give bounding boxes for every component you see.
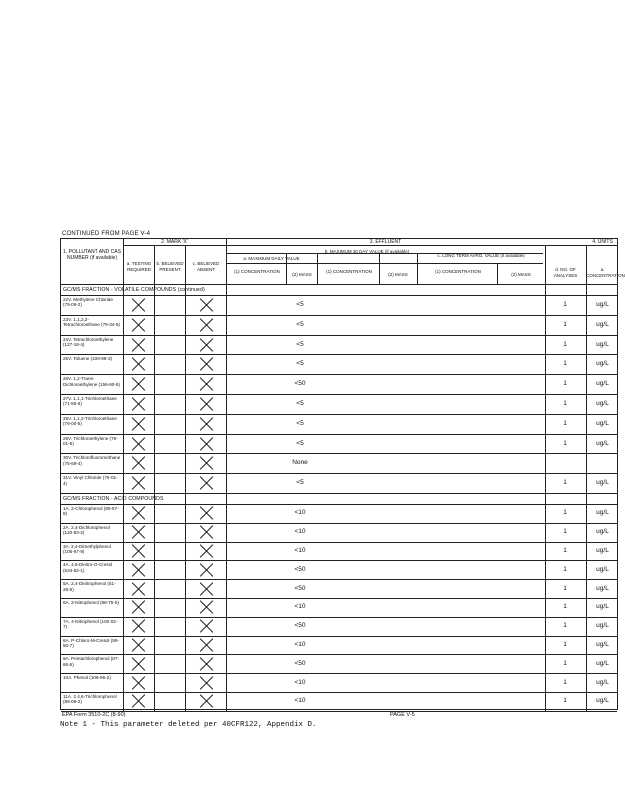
testing-required-x[interactable] bbox=[131, 619, 145, 633]
concentration-units: ug/L bbox=[596, 320, 609, 328]
number-of-analyses: 1 bbox=[563, 584, 567, 592]
believed-absent-x[interactable] bbox=[199, 437, 213, 451]
believed-absent-x[interactable] bbox=[199, 338, 213, 352]
row-rule bbox=[61, 617, 617, 618]
testing-required-x[interactable] bbox=[131, 318, 145, 332]
pollutant-name: 26V. 1,2-Trans-Dichloroethylene (156-60-5) bbox=[63, 376, 120, 387]
believed-absent-header: c. BELIEVED ABSENT bbox=[192, 261, 220, 272]
testing-required-x[interactable] bbox=[131, 476, 145, 490]
testing-required-x[interactable] bbox=[131, 397, 145, 411]
number-of-analyses: 1 bbox=[563, 300, 567, 308]
row-rule bbox=[61, 654, 617, 655]
testing-required-header: a. TESTING REQUIRED bbox=[126, 261, 152, 272]
concentration-units: ug/L bbox=[596, 509, 609, 517]
row-rule bbox=[61, 692, 617, 693]
testing-required-x[interactable] bbox=[131, 357, 145, 371]
row-rule bbox=[61, 598, 617, 599]
concentration-units: ug/L bbox=[596, 340, 609, 348]
max-daily-concentration: <5 bbox=[296, 300, 304, 308]
number-of-analyses: 1 bbox=[563, 320, 567, 328]
max-daily-concentration: <10 bbox=[294, 697, 306, 705]
max-daily-concentration: <5 bbox=[296, 360, 304, 368]
pollutant-name: 29V. Trichloroethylene (79-01-6) bbox=[63, 435, 118, 446]
concentration-units: ug/L bbox=[596, 439, 609, 447]
row-rule bbox=[61, 711, 617, 712]
believed-absent-x[interactable] bbox=[199, 657, 213, 671]
testing-required-x[interactable] bbox=[131, 563, 145, 577]
row-rule bbox=[61, 493, 617, 494]
units-header: 4. UNITS bbox=[592, 239, 613, 245]
col-divider bbox=[379, 253, 380, 284]
concentration-units: ug/L bbox=[596, 603, 609, 611]
max-daily-concentration: <50 bbox=[294, 622, 306, 630]
max-daily-concentration: <50 bbox=[294, 659, 306, 667]
pollutant-name: 22V. Methylene Chloride (75-09-2) bbox=[63, 297, 113, 308]
concentration-units: ug/L bbox=[596, 300, 609, 308]
mark-x-header: 2. MARK 'X' bbox=[161, 239, 188, 245]
footnote: Note 1 - This parameter deleted per 40CFR122, Appendix D. bbox=[60, 721, 317, 729]
pollutant-name: 4A. 4,6-Dinitro-O-Cresol (534-52-1) bbox=[63, 562, 113, 573]
concentration-units: ug/L bbox=[596, 641, 609, 648]
number-of-analyses: 1 bbox=[563, 697, 567, 705]
believed-absent-x[interactable] bbox=[199, 377, 213, 391]
concentration-units: ug/L bbox=[596, 479, 609, 487]
number-of-analyses: 1 bbox=[563, 479, 567, 487]
number-of-analyses: 1 bbox=[563, 439, 567, 447]
max-daily-concentration: <5 bbox=[296, 320, 304, 328]
row-rule bbox=[61, 434, 617, 435]
max-daily-concentration: <10 bbox=[294, 547, 306, 554]
testing-required-x[interactable] bbox=[131, 657, 145, 671]
testing-required-x[interactable] bbox=[131, 506, 145, 520]
pollutant-name: 11A. 2,4,6-Trichlorophenol (88-06-2) bbox=[63, 694, 117, 705]
max-daily-concentration: <10 bbox=[294, 603, 306, 611]
long-term-conc-header: (1) CONCENTRATION bbox=[435, 269, 481, 274]
believed-absent-x[interactable] bbox=[199, 357, 213, 371]
header-rule bbox=[123, 245, 617, 246]
pollutant-name: 5A. 2,4-Dinitrophenol (51-28-5) bbox=[63, 581, 116, 592]
max-daily-concentration: <10 bbox=[294, 528, 306, 536]
max-daily-header: a. MAXIMUM DAILY VALUE bbox=[243, 256, 300, 261]
believed-absent-x[interactable] bbox=[199, 476, 213, 490]
max-daily-concentration: <5 bbox=[296, 419, 304, 427]
max-30day-conc-header: (1) CONCENTRATION bbox=[326, 269, 372, 274]
page-number: PAGE V-5 bbox=[390, 712, 415, 718]
concentration-units: ug/L bbox=[596, 380, 609, 388]
number-of-analyses: 1 bbox=[563, 380, 567, 388]
pollutant-name: 8A. P-Chloro-M-Cresol (59-50-7) bbox=[63, 637, 119, 648]
pollutant-name: 3A. 2,4-Dimethylphenol (105-67-9) bbox=[63, 543, 111, 554]
pollutant-name: 31V. Vinyl Chloride (75-01-4) bbox=[63, 475, 118, 486]
believed-absent-x[interactable] bbox=[199, 525, 213, 539]
number-of-analyses: 1 bbox=[563, 419, 567, 427]
believed-absent-x[interactable] bbox=[199, 318, 213, 332]
max-daily-concentration: <50 bbox=[294, 380, 306, 388]
section-rule bbox=[61, 504, 617, 505]
testing-required-x[interactable] bbox=[131, 456, 145, 470]
row-rule bbox=[61, 354, 617, 355]
continued-label: CONTINUED FROM PAGE V-4 bbox=[62, 231, 151, 237]
number-of-analyses: 1 bbox=[563, 509, 567, 517]
testing-required-x[interactable] bbox=[131, 437, 145, 451]
row-rule bbox=[61, 473, 617, 474]
testing-required-x[interactable] bbox=[131, 298, 145, 312]
concentration-units: ug/L bbox=[596, 584, 609, 592]
row-rule bbox=[61, 374, 617, 375]
max-daily-mass-header: (2) MASS bbox=[292, 272, 312, 277]
pollutant-header: 1. POLLUTANT AND CAS NUMBER (if available) bbox=[63, 249, 121, 261]
concentration-units: ug/L bbox=[596, 678, 609, 686]
max-daily-concentration: <5 bbox=[296, 399, 304, 407]
max-daily-concentration: <5 bbox=[296, 479, 304, 487]
testing-required-x[interactable] bbox=[131, 377, 145, 391]
header-rule bbox=[226, 263, 543, 264]
believed-absent-x[interactable] bbox=[199, 563, 213, 577]
pollutant-name: 9A. Pentachlorophenol (87-86-5) bbox=[63, 656, 119, 667]
testing-required-x[interactable] bbox=[131, 544, 145, 558]
row-rule bbox=[61, 335, 617, 336]
concentration-units: ug/L bbox=[596, 419, 609, 427]
pollutant-name: 30V. Trichlorofluoromethane (75-69-4) bbox=[63, 455, 121, 466]
row-rule bbox=[61, 453, 617, 454]
max-daily-concentration: <10 bbox=[294, 641, 306, 648]
long-term-header: c. LONG TERM AVRG. VALUE (if available) bbox=[437, 253, 525, 258]
concentration-units: ug/L bbox=[596, 528, 609, 536]
concentration-units: ug/L bbox=[596, 547, 609, 554]
concentration-units: ug/L bbox=[596, 399, 609, 407]
believed-absent-x[interactable] bbox=[199, 298, 213, 312]
pollutant-name: 6A. 2-Nitrophenol (88-75-5) bbox=[63, 600, 119, 605]
row-rule bbox=[61, 636, 617, 637]
pollutant-name: 10A. Phenol (108-95-2) bbox=[63, 675, 111, 681]
number-of-analyses: 1 bbox=[563, 528, 567, 536]
row-rule bbox=[61, 315, 617, 316]
number-of-analyses: 1 bbox=[563, 547, 567, 554]
believed-absent-x[interactable] bbox=[199, 417, 213, 431]
pollutant-name: 23V. 1,1,2,2-Tetrachloroethane (79-34-5) bbox=[63, 316, 120, 328]
testing-required-x[interactable] bbox=[131, 417, 145, 431]
max-daily-concentration: <10 bbox=[294, 678, 306, 686]
pollutant-name: 28V. 1,1,2-Trichloroethane (79-00-5) bbox=[63, 415, 117, 427]
max-daily-concentration: None bbox=[292, 459, 308, 467]
row-rule bbox=[61, 579, 617, 580]
row-rule bbox=[61, 523, 617, 524]
believed-absent-x[interactable] bbox=[199, 544, 213, 558]
max-daily-conc-header: (1) CONCENTRATION bbox=[234, 269, 280, 274]
number-of-analyses: 1 bbox=[563, 622, 567, 630]
max-30day-mass-header: (2) MASS bbox=[388, 272, 408, 277]
believed-absent-x[interactable] bbox=[199, 582, 213, 596]
pollutant-name: 7A. 4-Nitrophenol (100-02-7) bbox=[63, 618, 118, 630]
row-rule bbox=[61, 560, 617, 561]
section-volatile: GC/MS FRACTION - VOLATILE COMPOUNDS (continued) bbox=[63, 287, 205, 293]
concentration-units: ug/L bbox=[596, 360, 609, 368]
long-term-mass-header: (2) MASS bbox=[511, 272, 531, 277]
pollutant-name: 25V. Toluene (108-88-3) bbox=[63, 356, 113, 362]
believed-absent-x[interactable] bbox=[199, 694, 213, 708]
row-rule bbox=[61, 414, 617, 415]
section-rule bbox=[61, 295, 617, 296]
effluent-header: 3. EFFLUENT bbox=[369, 239, 402, 245]
believed-present-header: b. BELIEVED PRESENT bbox=[156, 261, 184, 272]
max-30day-header: b. MAXIMUM 30 DAY VALUE (if available) bbox=[324, 249, 410, 254]
believed-absent-x[interactable] bbox=[199, 600, 213, 614]
row-rule bbox=[61, 542, 617, 543]
max-daily-concentration: <50 bbox=[294, 584, 306, 592]
testing-required-x[interactable] bbox=[131, 582, 145, 596]
concentration-units: ug/L bbox=[596, 622, 609, 630]
number-of-analyses: 1 bbox=[563, 565, 567, 573]
number-of-analyses: 1 bbox=[563, 659, 567, 667]
concentration-units: ug/L bbox=[596, 659, 609, 667]
testing-required-x[interactable] bbox=[131, 638, 145, 652]
believed-absent-x[interactable] bbox=[199, 456, 213, 470]
pollutant-name: 2A. 2,4-Dichlorophenol (120-83-2) bbox=[63, 524, 110, 536]
row-rule bbox=[61, 673, 617, 674]
testing-required-x[interactable] bbox=[131, 338, 145, 352]
number-of-analyses: 1 bbox=[563, 360, 567, 368]
number-of-analyses: 1 bbox=[563, 340, 567, 348]
col-divider bbox=[226, 239, 227, 711]
number-of-analyses: 1 bbox=[563, 641, 567, 648]
pollutant-name: 24V. Tetrachloroethylene (127-18-4) bbox=[63, 336, 114, 347]
number-of-analyses: 1 bbox=[563, 399, 567, 407]
units-conc-header: a. CONCENTRATION bbox=[586, 267, 625, 278]
number-of-analyses: 1 bbox=[563, 678, 567, 686]
header-rule bbox=[61, 284, 617, 285]
section-acid: GC/MS FRACTION - ACID COMPOUNDS bbox=[63, 496, 164, 502]
col-divider bbox=[123, 239, 124, 711]
row-rule bbox=[61, 394, 617, 395]
believed-absent-x[interactable] bbox=[199, 676, 213, 690]
believed-absent-x[interactable] bbox=[199, 619, 213, 633]
testing-required-x[interactable] bbox=[131, 600, 145, 614]
believed-absent-x[interactable] bbox=[199, 397, 213, 411]
concentration-units: ug/L bbox=[596, 697, 609, 705]
concentration-units: ug/L bbox=[596, 565, 609, 573]
believed-absent-x[interactable] bbox=[199, 638, 213, 652]
num-analyses-header: d. NO. OF ANALYSES bbox=[553, 267, 578, 278]
max-daily-concentration: <5 bbox=[296, 439, 304, 447]
believed-absent-x[interactable] bbox=[199, 506, 213, 520]
testing-required-x[interactable] bbox=[131, 525, 145, 539]
number-of-analyses: 1 bbox=[563, 603, 567, 611]
max-daily-concentration: <5 bbox=[296, 340, 304, 348]
pollutant-name: 1A. 2-Chlorophenol (95-57-8) bbox=[63, 506, 119, 517]
col-divider bbox=[317, 253, 318, 284]
form-number: EPA Form 3510-2C (8-90) bbox=[62, 712, 126, 718]
max-daily-concentration: <10 bbox=[294, 509, 306, 517]
testing-required-x[interactable] bbox=[131, 676, 145, 690]
testing-required-x[interactable] bbox=[131, 694, 145, 708]
pollutant-name: 27V. 1,1,1-Trichloroethane (71-55-6) bbox=[63, 396, 117, 407]
effluent-table bbox=[60, 238, 625, 710]
max-daily-concentration: <50 bbox=[294, 565, 306, 573]
